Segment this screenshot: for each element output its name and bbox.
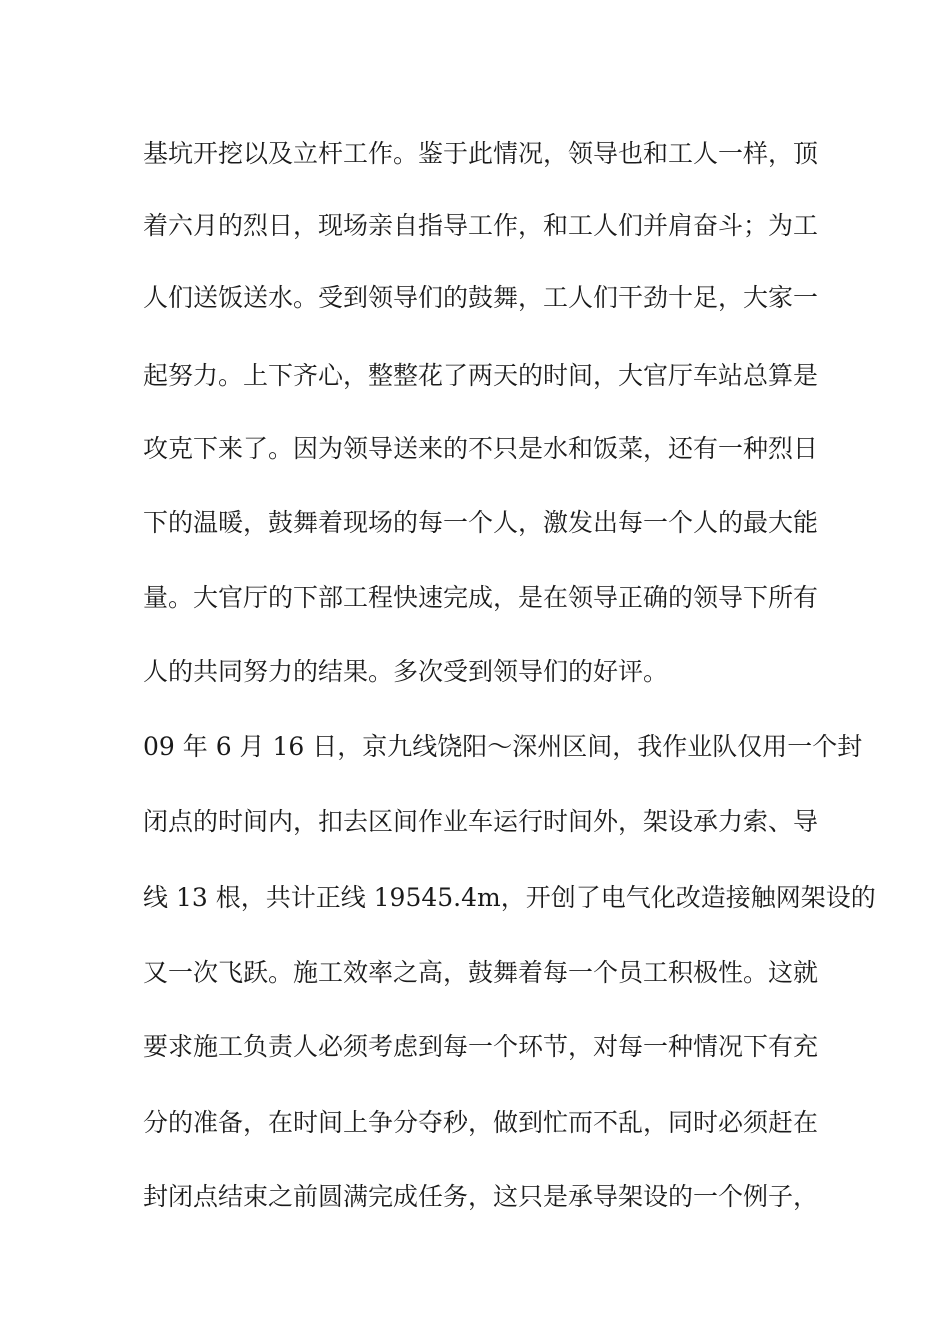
- text-line: 基坑开挖以及立杆工作。鉴于此情况，领导也和工人一样，顶: [143, 139, 819, 168]
- text-line: 量。大官厅的下部工程快速完成，是在领导正确的领导下所有: [143, 583, 819, 612]
- text-line: 线 13 根，共计正线 19545.4m，开创了电气化改造接触网架设的: [143, 883, 876, 912]
- text-line: 又一次飞跃。施工效率之高，鼓舞着每一个员工积极性。这就: [143, 958, 819, 987]
- text-line: 人的共同努力的结果。多次受到领导们的好评。: [143, 657, 669, 686]
- text-line: 起努力。上下齐心，整整花了两天的时间，大官厅车站总算是: [143, 361, 819, 390]
- text-line: 攻克下来了。因为领导送来的不只是水和饭菜，还有一种烈日: [143, 434, 819, 463]
- text-line: 要求施工负责人必须考虑到每一个环节，对每一种情况下有充: [143, 1032, 819, 1061]
- text-line: 09 年 6 月 16 日，京九线饶阳～深州区间，我作业队仅用一个封: [143, 732, 863, 761]
- text-line: 着六月的烈日，现场亲自指导工作，和工人们并肩奋斗；为工: [143, 211, 819, 240]
- text-line: 人们送饭送水。受到领导们的鼓舞，工人们干劲十足，大家一: [143, 283, 819, 312]
- text-line: 封闭点结束之前圆满完成任务，这只是承导架设的一个例子，: [143, 1182, 819, 1211]
- text-line: 分的准备，在时间上争分夺秒，做到忙而不乱，同时必须赶在: [143, 1108, 819, 1137]
- text-line: 闭点的时间内，扣去区间作业车运行时间外，架设承力索、导: [143, 807, 819, 836]
- text-line: 下的温暖，鼓舞着现场的每一个人，激发出每一个人的最大能: [143, 508, 819, 537]
